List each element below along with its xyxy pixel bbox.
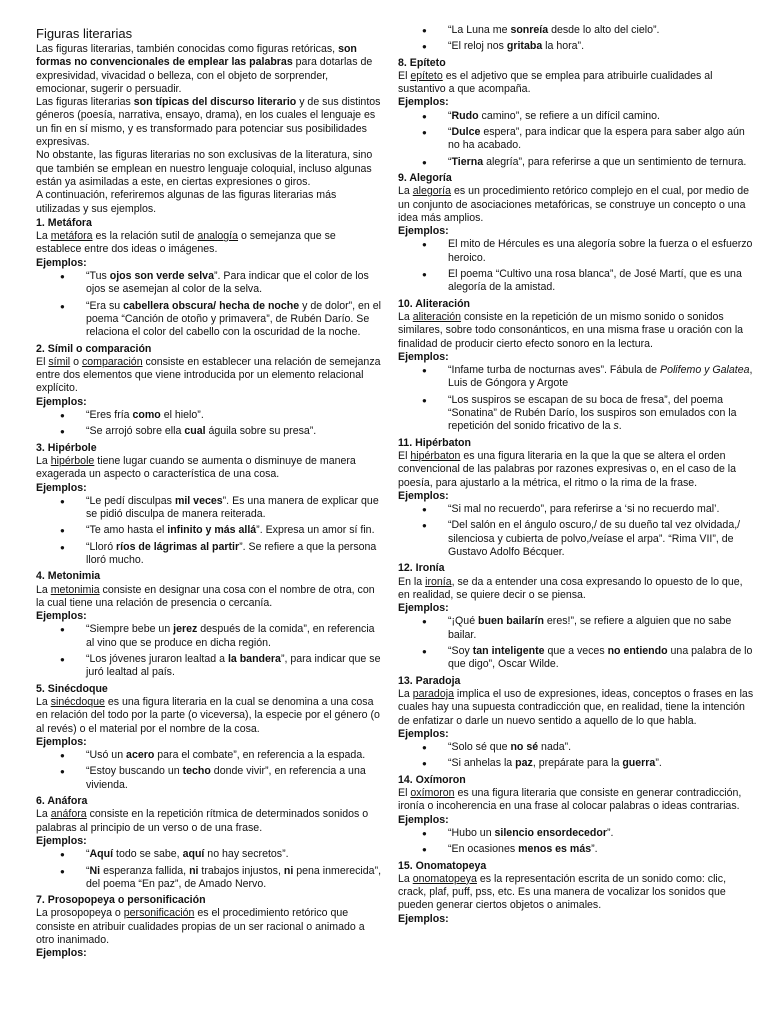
examples-list [398, 24, 754, 54]
list-item: ● “La Luna me sonreía desde lo alto del cielo”. [448, 24, 754, 37]
list-item: ● “Hubo un silencio ensordecedor”. [448, 827, 754, 840]
section-definition: La paradoja implica el uso de expresiones, ideas, conceptos o frases en las cuales hay una supuesta contradicción que, en realidad, tiene la intención de enfatizar o darle un nuevo sentido a aquello de lo que habla. [398, 687, 754, 727]
examples-list [36, 623, 382, 679]
section-definition: La metáfora es la relación sutil de analogía o semejanza que se establece entre dos ideas o imágenes. [36, 230, 336, 256]
intro-paragraph: A continuación, referiremos algunas de las figuras literarias más utilizadas y sus ejemplos. [36, 189, 337, 215]
examples-label: Ejemplos: [398, 602, 449, 615]
section-definition: El epíteto es el adjetivo que se emplea para atribuirle cualidades al sustantivo a que acompaña. [398, 69, 713, 96]
section-heading: 12. Ironía [398, 562, 445, 575]
list-item: ● “Solo sé que no sé nada”. [448, 741, 754, 754]
section-definition: La hipérbole tiene lugar cuando se aumenta o disminuye de manera exagerada un aspecto o característica de una cosa. [36, 454, 356, 481]
examples-list [36, 495, 382, 567]
list-item: ● “Le pedí disculpas mil veces”. Es una manera de explicar que se pidió disculpa de manera reiterada. [86, 495, 382, 522]
section-heading: 1. Metáfora [36, 216, 92, 229]
list-item: ● “Rudo camino”, se refiere a un difícil camino. [448, 110, 754, 123]
list-item: ● “Del salón en el ángulo oscuro,/ de su dueño tal vez olvidada,/ silenciosa y cubierta de polvo,/veíase el arpa”. “Rima VII”, de Gustavo Adolfo Bécquer. [448, 519, 754, 559]
examples-label: Ejemplos: [36, 395, 87, 408]
examples-list [36, 270, 382, 339]
list-item: ● “Tierna alegría”, para referirse a que un sentimiento de ternura. [448, 156, 754, 169]
list-item: ● “Lloró ríos de lágrimas al partir”. Se refiere a que la persona lloró mucho. [86, 541, 382, 568]
section-heading: 8. Epíteto [398, 56, 446, 69]
list-item: ● “Aquí todo se sabe, aquí no hay secretos”. [86, 848, 382, 861]
section-definition: La anáfora consiste en la repetición rítmica de determinados sonidos o palabras al principio de un verso o de una frase. [36, 808, 369, 834]
examples-label: Ejemplos: [36, 947, 87, 960]
list-item: ● “Se arrojó sobre ella cual águila sobre su presa”. [86, 425, 382, 438]
section-definition: La onomatopeya es la representación escrita de un sonido como: clic, crack, plaf, puff, pss, etc. Es una manera de vocalizar los sonidos que pueden generar ciertos objetos o animales. [398, 872, 727, 912]
list-item: ● “Estoy buscando un techo donde vivir”, en referencia a una vivienda. [86, 765, 382, 792]
intro-paragraph: Las figuras literarias son típicas del discurso literario y de sus distintos géneros (poesía, narrativa, ensayo, drama), en los cuales el lenguaje es un fin en sí mismo, y es transformado para potenciar sus posibilidades expresivas. [36, 96, 381, 149]
examples-label: Ejemplos: [36, 834, 87, 847]
examples-label: Ejemplos: [398, 489, 449, 502]
section-definition: La prosopopeya o personificación es el procedimiento retórico que consiste en atribuir cualidades propias de un ser racional o animado a otro inanimado. [36, 907, 365, 946]
list-item: ● “Si anhelas la paz, prepárate para la guerra”. [448, 757, 754, 770]
intro-paragraph: Las figuras literarias, también conocidas como figuras retóricas, son formas no convencionales de emplear las palabras para dotarlas de expresividad, vivacidad o belleza, con el objeto de sorprender, emocionar, sugerir o persuadir. [36, 43, 373, 95]
section-definition: La sinécdoque es una figura literaria en la cual se denomina a una cosa en relación del todo por la parte (o viceversa), la especie por el género (o al revés) o el material por el nombre de la cosa. [36, 695, 380, 735]
right-column [392, 24, 754, 1024]
list-item: ● “Infame turba de nocturnas aves”. Fábula de Polifemo y Galatea, Luis de Góngora y Argote [448, 364, 754, 391]
section-definition: La metonimia consiste en designar una cosa con el nombre de otra, con la cual tiene una relación de presencia o cercanía. [36, 583, 375, 609]
examples-label: Ejemplos: [398, 813, 449, 826]
examples-label: Ejemplos: [36, 256, 87, 269]
examples-label: Ejemplos: [398, 727, 449, 740]
examples-list [398, 110, 754, 169]
list-item: ● “Siempre bebe un jerez después de la comida”, en referencia al vino que se produce en dicha región. [86, 623, 382, 650]
section-definition: El oxímoron es una figura literaria que consiste en generar contradicción, ironía o incoherencia en una frase al colocar palabras o ideas contrarias. [398, 787, 742, 813]
list-item: ● “Eres fría como el hielo”. [86, 409, 382, 422]
section-definition: El hipérbaton es una figura literaria en la que la que se altera el orden convencional de las palabras por razones expresivas o, en el caso de la poesía, para ajustarlo a la métrica, el ritmo o la rima de la frase. [398, 449, 737, 489]
list-item: ● El poema “Cultivo una rosa blanca”, de José Martí, que es una alegoría de la amistad. [448, 268, 754, 295]
examples-list [36, 749, 382, 792]
list-item: ● El mito de Hércules es una alegoría sobre la fuerza o el esfuerzo heroico. [448, 238, 754, 265]
section-heading: 15. Onomatopeya [398, 859, 487, 872]
section-definition: En la ironía, se da a entender una cosa expresando lo opuesto de lo que, en realidad, se quiere decir o se piensa. [398, 575, 743, 601]
examples-list [398, 827, 754, 857]
section-heading: 10. Aliteración [398, 297, 471, 310]
examples-list [398, 238, 754, 294]
list-item: ● “Soy tan inteligente que a veces no entiendo una palabra de lo que digo”, Oscar Wilde. [448, 645, 754, 672]
section-definition: La alegoría es un procedimiento retórico complejo en el cual, por medio de un conjunto de asociaciones metafóricas, se construye un concepto o una idea más amplios. [398, 185, 749, 224]
examples-label: Ejemplos: [398, 912, 449, 925]
list-item: ● “Era su cabellera obscura/ hecha de noche y de dolor”, en el poema “Canción de otoño y primavera”, de Rubén Darío. Se relaciona el color del cabello con la oscuridad de la noche. [86, 300, 382, 340]
section-heading: 9. Alegoría [398, 171, 452, 184]
section-heading: 5. Sinécdoque [36, 682, 108, 695]
section-heading: 3. Hipérbole [36, 441, 97, 454]
section-heading: 14. Oxímoron [398, 773, 466, 786]
list-item: ● “Ni esperanza fallida, ni trabajos injustos, ni pena inmerecida”, del poema “En paz”, de Amado Nervo. [86, 865, 382, 892]
examples-list [398, 615, 754, 671]
list-item: ● “¡Qué buen bailarín eres!”, se refiere a alguien que no sabe bailar. [448, 615, 754, 642]
list-item: ● “Tus ojos son verde selva”. Para indicar que el color de los ojos se asemejan al color de la selva. [86, 270, 382, 297]
list-item: ● “Si mal no recuerdo”, para referirse a ‘si no recuerdo mal’. [448, 503, 754, 516]
list-item: ● “Dulce espera”, para indicar que la espera para saber algo aún no ha acabado. [448, 126, 754, 153]
section-heading: 11. Hipérbaton [398, 436, 471, 449]
section-heading: 13. Paradoja [398, 674, 461, 687]
left-column [36, 26, 392, 1024]
intro-paragraph: No obstante, las figuras literarias no son exclusivas de la literatura, sino que también se emplean en nuestro lenguaje coloquial, incluso algunas están ya asimiladas a este, en ciertas expresiones o giros. [36, 149, 373, 188]
section-heading: 7. Prosopopeya o personificación [36, 894, 206, 907]
list-item: ● “Usó un acero para el combate”, en referencia a la espada. [86, 749, 382, 762]
list-item: ● “Te amo hasta el infinito y más allá”. Expresa un amor sí fin. [86, 524, 382, 537]
section-heading: 2. Símil o comparación [36, 342, 152, 355]
list-item: ● “En ocasiones menos es más”. [448, 843, 754, 856]
examples-list [36, 409, 382, 439]
list-item: ● “Los jóvenes juraron lealtad a la bandera”, para indicar que se juró lealtad al país. [86, 653, 382, 680]
section-heading: 6. Anáfora [36, 795, 88, 808]
document-title: Figuras literarias [36, 26, 133, 41]
section-heading: 4. Metonimia [36, 570, 101, 583]
list-item: ● “El reloj nos gritaba la hora”. [448, 40, 754, 53]
examples-label: Ejemplos: [36, 735, 87, 748]
examples-label: Ejemplos: [398, 350, 449, 363]
examples-label: Ejemplos: [398, 96, 449, 109]
examples-label: Ejemplos: [36, 481, 87, 494]
list-item: ● “Los suspiros se escapan de su boca de fresa”, del poema “Sonatina” de Rubén Darío, los suspiros son emulados con la repetición del sonido fricativo de la s. [448, 394, 754, 434]
section-definition: La aliteración consiste en la repetición de un mismo sonido o sonidos similares, sobre todo consonánticos, en una misma frase u oración con la finalidad de producir cierto efecto sonoro en la lectura. [398, 310, 744, 350]
section-definition: El símil o comparación consiste en establecer una relación de semejanza entre dos elementos que viene introducida por un elemento relacional explícito. [36, 355, 381, 395]
examples-list [36, 848, 382, 891]
examples-label: Ejemplos: [36, 610, 87, 623]
examples-list [398, 741, 754, 771]
examples-label: Ejemplos: [398, 225, 449, 238]
examples-list [398, 503, 754, 559]
examples-list [398, 364, 754, 433]
